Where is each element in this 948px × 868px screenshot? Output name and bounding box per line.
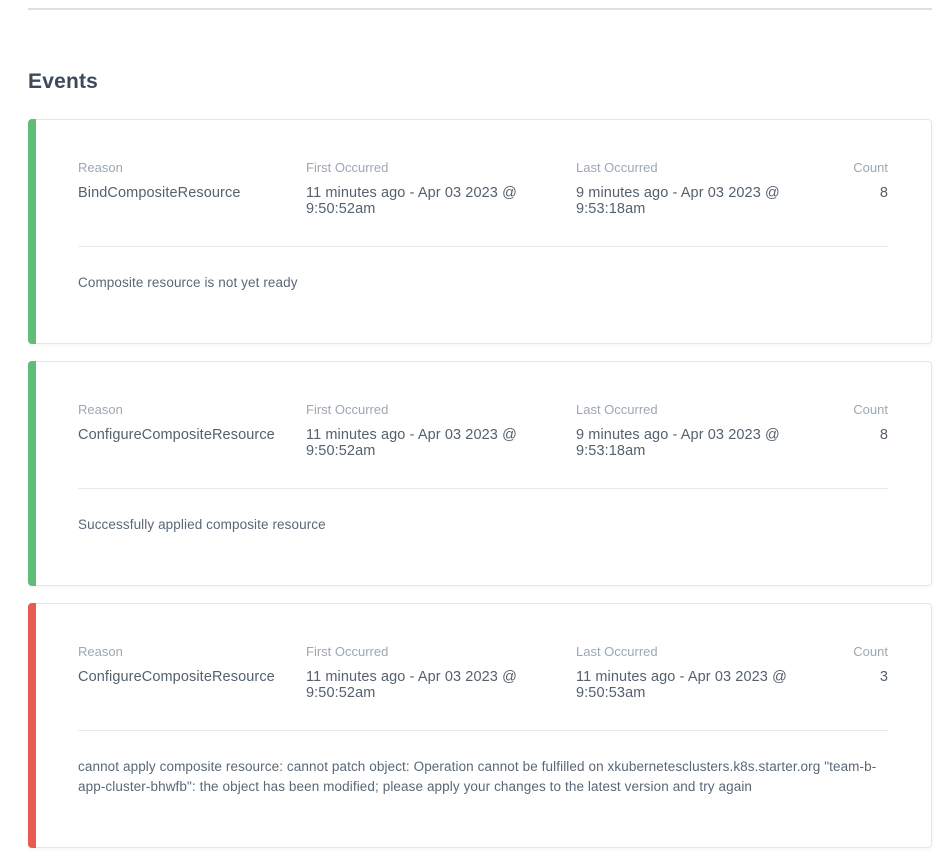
event-count: 8 (879, 185, 888, 201)
event-card-list (28, 119, 932, 848)
event-reason: ConfigureCompositeResource (78, 426, 275, 443)
table-value-row (78, 185, 888, 217)
column-header-last-occurred: Last Occurred (576, 160, 658, 175)
event-message: Successfully applied composite resource (78, 516, 326, 532)
event-card (28, 361, 932, 586)
column-header-reason: Reason (78, 401, 123, 417)
card-divider (78, 730, 888, 731)
column-header-count: Count (853, 160, 888, 175)
event-count: 8 (879, 426, 888, 443)
event-card (28, 603, 932, 848)
table-header-row (78, 644, 888, 659)
table-header-row (78, 402, 888, 417)
column-header-count: Count (853, 643, 888, 659)
status-stripe (28, 603, 36, 848)
event-first-occurred: 11 minutes ago - Apr 03 2023 @ 9:50:52am (306, 426, 517, 459)
event-first-occurred: 11 minutes ago - Apr 03 2023 @ 9:50:52am (306, 668, 517, 701)
column-header-first-occurred: First Occurred (306, 643, 389, 659)
column-header-last-occurred: Last Occurred (576, 401, 658, 417)
table-value-row (78, 427, 888, 459)
status-stripe (28, 119, 36, 344)
event-last-occurred: 9 minutes ago - Apr 03 2023 @ 9:53:18am (576, 185, 780, 217)
event-reason: BindCompositeResource (78, 185, 241, 201)
event-message: cannot apply composite resource: cannot patch object: Operation cannot be fulfilled on xkubernetesclusters.k8s.starter.org "team-b-app-cluster-bhwfb": the object has been modified; please apply your changes to the latest version and try again (78, 758, 877, 794)
event-reason: ConfigureCompositeResource (78, 668, 275, 685)
column-header-count: Count (853, 401, 888, 417)
column-header-reason: Reason (78, 643, 123, 659)
event-table (78, 160, 888, 217)
status-stripe (28, 361, 36, 586)
events-section (28, 10, 932, 848)
event-table (78, 402, 888, 459)
event-last-occurred: 11 minutes ago - Apr 03 2023 @ 9:50:53am (576, 668, 787, 701)
event-table (78, 644, 888, 701)
table-value-row (78, 669, 888, 701)
card-divider (78, 246, 888, 247)
card-divider (78, 488, 888, 489)
event-last-occurred: 9 minutes ago - Apr 03 2023 @ 9:53:18am (576, 426, 780, 459)
column-header-reason: Reason (78, 160, 123, 175)
event-first-occurred: 11 minutes ago - Apr 03 2023 @ 9:50:52am (306, 185, 517, 217)
page-title: Events (28, 70, 99, 93)
column-header-last-occurred: Last Occurred (576, 643, 658, 659)
column-header-first-occurred: First Occurred (306, 401, 389, 417)
column-header-first-occurred: First Occurred (306, 160, 389, 175)
event-count: 3 (879, 668, 888, 685)
event-card (28, 119, 932, 344)
event-message: Composite resource is not yet ready (78, 275, 298, 290)
table-header-row (78, 160, 888, 175)
